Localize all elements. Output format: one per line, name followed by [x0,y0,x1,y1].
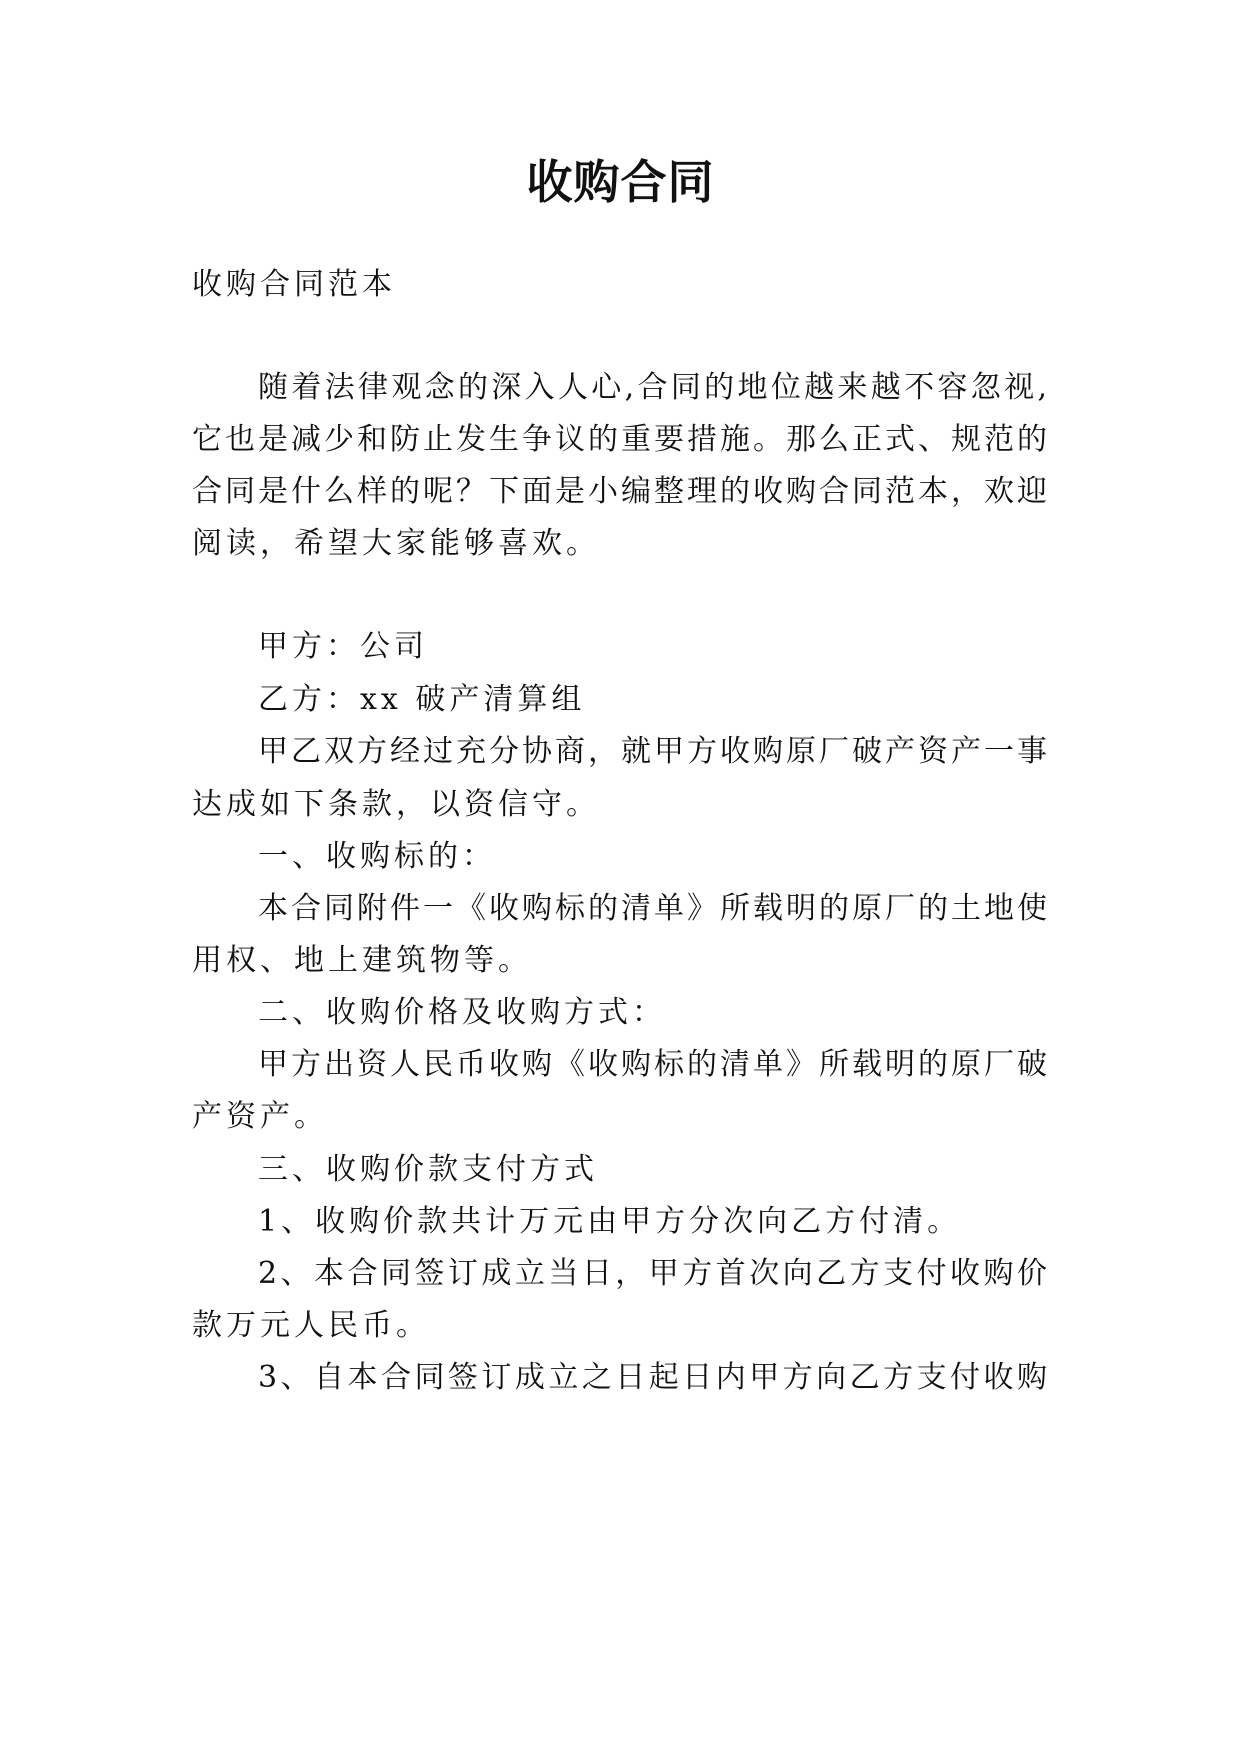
clause-line: 2、本合同签订成立当日，甲方首次向乙方支付收购价 [258,1256,1050,1291]
body-line: 用权、地上建筑物等。 [192,943,532,978]
body-line: 合同是什么样的呢？下面是小编整理的收购合同范本，欢迎 [192,474,1050,509]
body-line: 它也是减少和防止发生争议的重要措施。那么正式、规范的 [192,422,1050,457]
body-line: 随着法律观念的深入人心,合同的地位越来越不容忽视, [258,370,1050,405]
body-line: 阅读，希望大家能够喜欢。 [192,526,600,561]
clause-line: 款万元人民币。 [192,1308,430,1343]
section-heading: 二、收购价格及收购方式： [258,995,666,1030]
party-a-line: 甲方：公司 [258,629,428,664]
body-line: 本合同附件一《收购标的清单》所载明的原厂的土地使 [258,891,1050,926]
section-heading: 三、收购价款支付方式 [258,1152,598,1187]
document-title: 收购合同 [526,155,715,209]
clause-line: 1、收购价款共计万元由甲方分次向乙方付清。 [258,1204,962,1239]
party-b-line: 乙方：xx 破产清算组 [258,682,586,717]
section-heading: 一、收购标的： [258,839,496,874]
subtitle-line: 收购合同范本 [192,267,396,302]
body-line: 甲乙双方经过充分协商，就甲方收购原厂破产资产一事 [258,734,1050,769]
body-line: 甲方出资人民币收购《收购标的清单》所载明的原厂破 [258,1047,1050,1082]
body-line: 达成如下条款，以资信守。 [192,787,600,822]
body-line: 产资产。 [192,1099,328,1134]
clause-line: 3、自本合同签订成立之日起日内甲方向乙方支付收购 [258,1360,1050,1395]
